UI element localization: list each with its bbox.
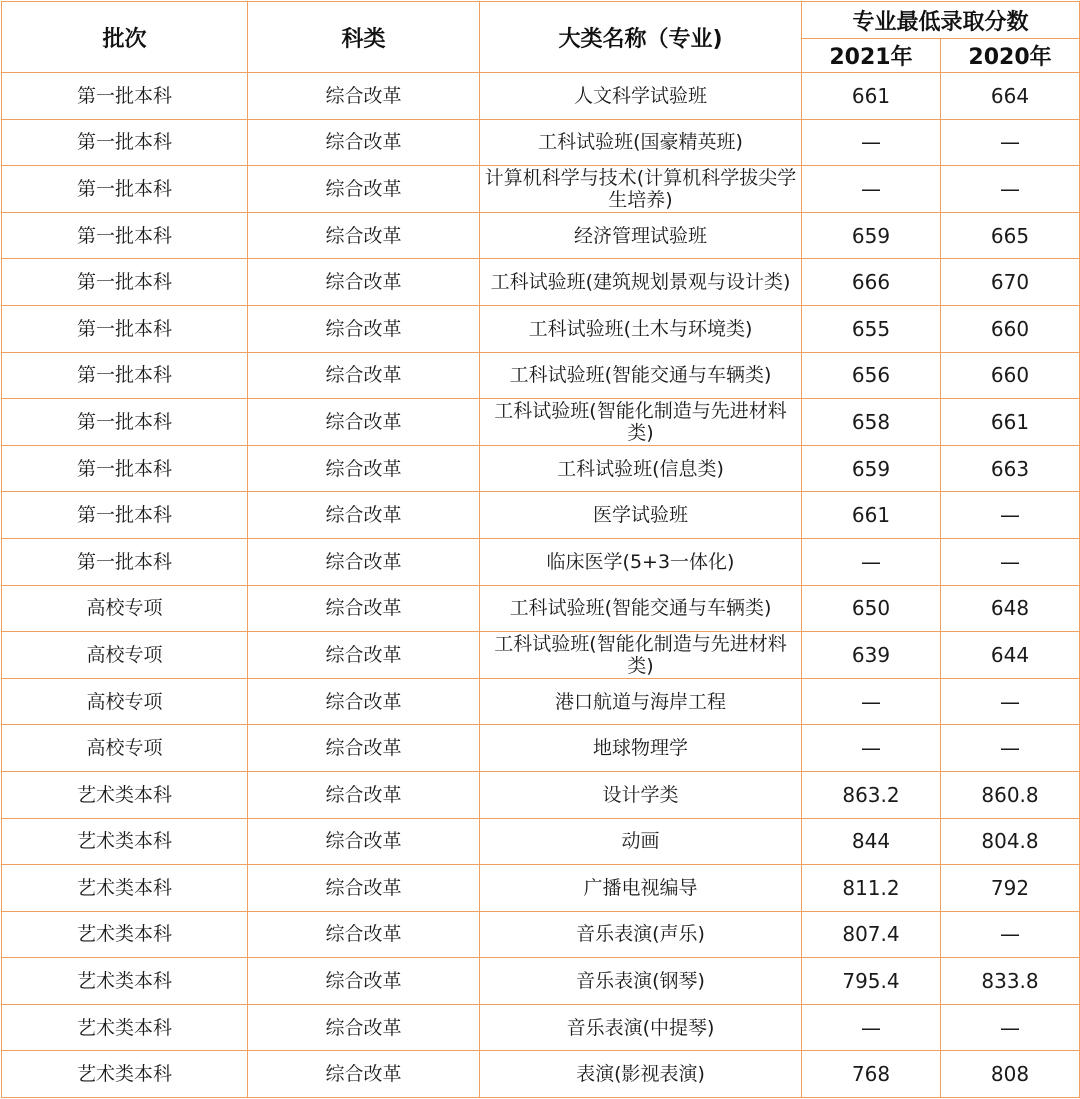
batch-cell: 第一批本科 bbox=[2, 166, 248, 213]
header-year-2021: 2021年 bbox=[802, 39, 941, 73]
major-cell: 设计学类 bbox=[480, 771, 802, 818]
batch-cell: 第一批本科 bbox=[2, 538, 248, 585]
major-cell: 工科试验班(智能化制造与先进材料类) bbox=[480, 632, 802, 679]
score-2021-cell: 656 bbox=[802, 352, 941, 399]
category-cell: 综合改革 bbox=[248, 632, 480, 679]
table-row bbox=[2, 538, 1080, 585]
category-cell: 综合改革 bbox=[248, 212, 480, 259]
category-cell: 综合改革 bbox=[248, 399, 480, 446]
table-row bbox=[2, 119, 1080, 166]
table-row bbox=[2, 166, 1080, 213]
category-cell: 综合改革 bbox=[248, 958, 480, 1005]
major-cell: 工科试验班(建筑规划景观与设计类) bbox=[480, 259, 802, 306]
score-2020-cell: 648 bbox=[941, 585, 1080, 632]
major-cell: 音乐表演(声乐) bbox=[480, 911, 802, 958]
category-cell: 综合改革 bbox=[248, 1051, 480, 1098]
major-cell: 音乐表演(钢琴) bbox=[480, 958, 802, 1005]
major-cell: 动画 bbox=[480, 818, 802, 865]
category-cell: 综合改革 bbox=[248, 445, 480, 492]
score-2021-cell: 795.4 bbox=[802, 958, 941, 1005]
score-2021-cell: 650 bbox=[802, 585, 941, 632]
batch-cell: 艺术类本科 bbox=[2, 865, 248, 912]
table-row bbox=[2, 352, 1080, 399]
score-2021-cell: — bbox=[802, 1004, 941, 1051]
major-cell: 工科试验班(智能化制造与先进材料类) bbox=[480, 399, 802, 446]
score-2021-cell: 807.4 bbox=[802, 911, 941, 958]
table-row bbox=[2, 632, 1080, 679]
score-2021-cell: 659 bbox=[802, 445, 941, 492]
score-2021-cell: 666 bbox=[802, 259, 941, 306]
score-2020-cell: — bbox=[941, 1004, 1080, 1051]
score-2020-cell: — bbox=[941, 166, 1080, 213]
score-2020-cell: 660 bbox=[941, 352, 1080, 399]
score-2021-cell: 863.2 bbox=[802, 771, 941, 818]
category-cell: 综合改革 bbox=[248, 865, 480, 912]
table-row bbox=[2, 725, 1080, 772]
table-row bbox=[2, 1051, 1080, 1098]
score-2021-cell: 661 bbox=[802, 73, 941, 120]
table-row bbox=[2, 958, 1080, 1005]
major-cell: 工科试验班(信息类) bbox=[480, 445, 802, 492]
table-row bbox=[2, 212, 1080, 259]
score-2020-cell: 804.8 bbox=[941, 818, 1080, 865]
score-2020-cell: 670 bbox=[941, 259, 1080, 306]
score-2020-cell: 663 bbox=[941, 445, 1080, 492]
score-2021-cell: 658 bbox=[802, 399, 941, 446]
score-2020-cell: 644 bbox=[941, 632, 1080, 679]
score-2021-cell: — bbox=[802, 166, 941, 213]
batch-cell: 高校专项 bbox=[2, 725, 248, 772]
major-cell: 人文科学试验班 bbox=[480, 73, 802, 120]
major-cell: 表演(影视表演) bbox=[480, 1051, 802, 1098]
score-2020-cell: — bbox=[941, 678, 1080, 725]
batch-cell: 第一批本科 bbox=[2, 352, 248, 399]
batch-cell: 艺术类本科 bbox=[2, 818, 248, 865]
score-2021-cell: — bbox=[802, 538, 941, 585]
batch-cell: 第一批本科 bbox=[2, 492, 248, 539]
header-min-score: 专业最低录取分数 bbox=[802, 2, 1080, 39]
batch-cell: 艺术类本科 bbox=[2, 1051, 248, 1098]
score-2020-cell: 661 bbox=[941, 399, 1080, 446]
score-2020-cell: 833.8 bbox=[941, 958, 1080, 1005]
score-2020-cell: — bbox=[941, 119, 1080, 166]
score-2020-cell: 792 bbox=[941, 865, 1080, 912]
table-row bbox=[2, 399, 1080, 446]
header-row bbox=[2, 2, 1080, 39]
batch-cell: 艺术类本科 bbox=[2, 958, 248, 1005]
table-row bbox=[2, 73, 1080, 120]
score-2021-cell: 811.2 bbox=[802, 865, 941, 912]
score-2020-cell: 665 bbox=[941, 212, 1080, 259]
category-cell: 综合改革 bbox=[248, 73, 480, 120]
category-cell: 综合改革 bbox=[248, 678, 480, 725]
batch-cell: 艺术类本科 bbox=[2, 1004, 248, 1051]
category-cell: 综合改革 bbox=[248, 538, 480, 585]
category-cell: 综合改革 bbox=[248, 1004, 480, 1051]
batch-cell: 艺术类本科 bbox=[2, 771, 248, 818]
score-2020-cell: 808 bbox=[941, 1051, 1080, 1098]
score-2021-cell: 661 bbox=[802, 492, 941, 539]
category-cell: 综合改革 bbox=[248, 818, 480, 865]
score-2021-cell: 655 bbox=[802, 305, 941, 352]
table-row bbox=[2, 678, 1080, 725]
table-row bbox=[2, 492, 1080, 539]
table-row bbox=[2, 585, 1080, 632]
header-category: 科类 bbox=[248, 2, 480, 73]
score-2020-cell: — bbox=[941, 725, 1080, 772]
major-cell: 工科试验班(土木与环境类) bbox=[480, 305, 802, 352]
category-cell: 综合改革 bbox=[248, 259, 480, 306]
header-major: 大类名称（专业) bbox=[480, 2, 802, 73]
batch-cell: 第一批本科 bbox=[2, 212, 248, 259]
category-cell: 综合改革 bbox=[248, 585, 480, 632]
table-row bbox=[2, 771, 1080, 818]
score-2020-cell: — bbox=[941, 492, 1080, 539]
table-row bbox=[2, 1004, 1080, 1051]
category-cell: 综合改革 bbox=[248, 119, 480, 166]
score-2021-cell: — bbox=[802, 725, 941, 772]
batch-cell: 高校专项 bbox=[2, 632, 248, 679]
table-body bbox=[2, 73, 1080, 1098]
score-2021-cell: 844 bbox=[802, 818, 941, 865]
table-row bbox=[2, 865, 1080, 912]
batch-cell: 第一批本科 bbox=[2, 259, 248, 306]
table-row bbox=[2, 911, 1080, 958]
table-row bbox=[2, 818, 1080, 865]
category-cell: 综合改革 bbox=[248, 492, 480, 539]
major-cell: 广播电视编导 bbox=[480, 865, 802, 912]
score-2021-cell: — bbox=[802, 678, 941, 725]
score-2021-cell: — bbox=[802, 119, 941, 166]
major-cell: 工科试验班(国豪精英班) bbox=[480, 119, 802, 166]
score-2021-cell: 768 bbox=[802, 1051, 941, 1098]
major-cell: 工科试验班(智能交通与车辆类) bbox=[480, 585, 802, 632]
score-2020-cell: — bbox=[941, 538, 1080, 585]
admission-score-table bbox=[1, 1, 1080, 1098]
header-year-2020: 2020年 bbox=[941, 39, 1080, 73]
batch-cell: 高校专项 bbox=[2, 678, 248, 725]
category-cell: 综合改革 bbox=[248, 771, 480, 818]
batch-cell: 第一批本科 bbox=[2, 119, 248, 166]
score-2020-cell: 860.8 bbox=[941, 771, 1080, 818]
major-cell: 医学试验班 bbox=[480, 492, 802, 539]
major-cell: 计算机科学与技术(计算机科学拔尖学生培养) bbox=[480, 166, 802, 213]
category-cell: 综合改革 bbox=[248, 305, 480, 352]
score-2020-cell: 660 bbox=[941, 305, 1080, 352]
category-cell: 综合改革 bbox=[248, 352, 480, 399]
category-cell: 综合改革 bbox=[248, 166, 480, 213]
batch-cell: 第一批本科 bbox=[2, 445, 248, 492]
table-row bbox=[2, 305, 1080, 352]
batch-cell: 高校专项 bbox=[2, 585, 248, 632]
major-cell: 工科试验班(智能交通与车辆类) bbox=[480, 352, 802, 399]
score-2021-cell: 639 bbox=[802, 632, 941, 679]
score-2020-cell: 664 bbox=[941, 73, 1080, 120]
header-batch: 批次 bbox=[2, 2, 248, 73]
score-2021-cell: 659 bbox=[802, 212, 941, 259]
score-2020-cell: — bbox=[941, 911, 1080, 958]
table-row bbox=[2, 445, 1080, 492]
major-cell: 临床医学(5+3一体化) bbox=[480, 538, 802, 585]
table-row bbox=[2, 259, 1080, 306]
major-cell: 地球物理学 bbox=[480, 725, 802, 772]
batch-cell: 第一批本科 bbox=[2, 305, 248, 352]
category-cell: 综合改革 bbox=[248, 725, 480, 772]
batch-cell: 第一批本科 bbox=[2, 73, 248, 120]
major-cell: 港口航道与海岸工程 bbox=[480, 678, 802, 725]
category-cell: 综合改革 bbox=[248, 911, 480, 958]
major-cell: 经济管理试验班 bbox=[480, 212, 802, 259]
major-cell: 音乐表演(中提琴) bbox=[480, 1004, 802, 1051]
batch-cell: 艺术类本科 bbox=[2, 911, 248, 958]
batch-cell: 第一批本科 bbox=[2, 399, 248, 446]
